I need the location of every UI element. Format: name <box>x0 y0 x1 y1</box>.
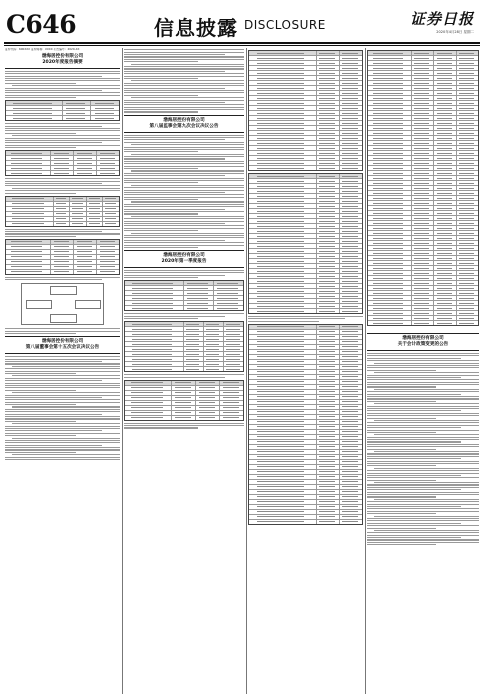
masthead <box>4 0 480 42</box>
section-title: 信息披露 <box>154 16 238 40</box>
data-table <box>124 321 244 372</box>
masthead-rule <box>4 42 480 44</box>
announcement-title: 第八届董事会第十五次会议决议公告 <box>25 345 100 351</box>
column-2 <box>124 48 244 694</box>
column-divider <box>365 48 366 694</box>
company-name: 渤海居控份有限公司 <box>41 53 84 59</box>
announcement-header: 证券代码：600XXX 证券简称：XXXX 公告编号：2020-XX <box>5 48 80 51</box>
data-table <box>5 239 120 275</box>
newspaper-logo: 证券日报 <box>409 10 474 28</box>
column-divider <box>122 48 123 694</box>
data-table <box>367 50 479 326</box>
ownership-diagram <box>21 283 104 325</box>
masthead-date: 2020年4月28日 星期二 <box>436 30 474 34</box>
announcement-title: 2020年度报告摘要 <box>42 59 83 65</box>
column-divider <box>246 48 247 694</box>
data-table <box>248 324 363 525</box>
data-table <box>5 150 120 176</box>
company-name: 渤海居控份有限公司 <box>163 253 205 258</box>
data-table <box>5 100 120 121</box>
announcement-title: 关于会计政策变更的公告 <box>397 342 449 347</box>
data-table <box>124 280 244 311</box>
section-title-english: DISCLOSURE <box>244 18 326 32</box>
company-name: 渤海居控份有限公司 <box>41 339 84 345</box>
page-code: C646 <box>6 10 77 39</box>
data-table <box>124 380 244 421</box>
column-3 <box>248 48 363 694</box>
company-name: 渤海居控份有限公司 <box>402 336 444 341</box>
column-1 <box>5 48 120 694</box>
announcement-title: 第八届监事会第九次会议决议公告 <box>149 123 219 129</box>
body-text <box>5 71 120 98</box>
masthead-rule-thin <box>4 45 480 46</box>
data-table <box>248 50 363 171</box>
announcement-title: 2020年第一季度报告 <box>161 259 207 264</box>
data-table <box>5 196 120 227</box>
data-table <box>248 173 363 314</box>
column-4 <box>367 48 479 694</box>
company-name: 渤海居控份有限公司 <box>163 117 205 123</box>
